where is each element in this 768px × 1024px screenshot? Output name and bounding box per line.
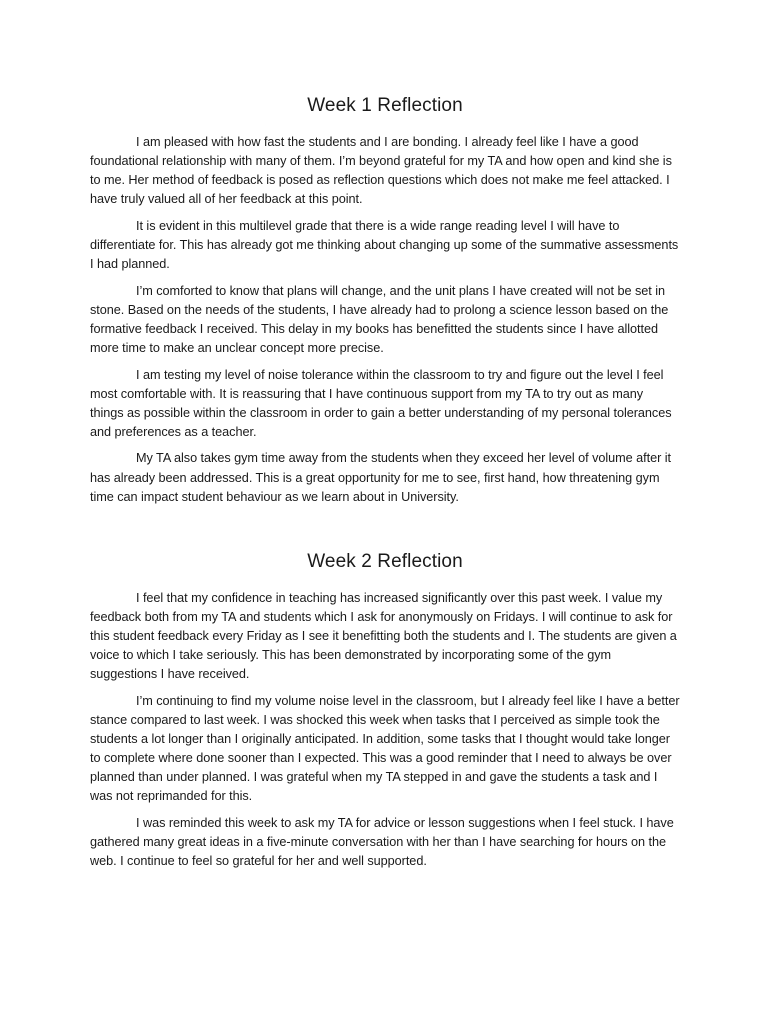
week-2-section: [90, 549, 680, 879]
week-1-paragraph-5: My TA also takes gym time away from the students when they exceed her level of volume after it has already been addressed. This is a great opportunity for me to see, first hand, how threatening gym time can impact student behaviour as we learn about in University.: [90, 451, 672, 504]
week-2-title: Week 2 Reflection: [307, 551, 463, 572]
week-1-paragraph-1: I am pleased with how fast the students and I are bonding. I already feel like I have a good foundational relationship with many of them. I’m beyond grateful for my TA and how open and kind she is to me. Her method of feedback is posed as reflection questions which does not make me feel attacked. I have truly valued all of her feedback at this point.: [90, 135, 672, 207]
week-1-section: [90, 93, 680, 514]
week-2-paragraph-2: I’m continuing to find my volume noise level in the classroom, but I already feel like I have a better stance compared to last week. I was shocked this week when tasks that I perceived as simple took the students a lot longer than I originally anticipated. In addition, some tasks that I thought would take longer to complete where done sooner than I expected. This was a good reminder that I need to always be over planned than under planned. I was grateful when my TA stepped in and gave the students a task and I was not reprimanded for this.: [90, 693, 680, 804]
week-2-paragraph-3: I was reminded this week to ask my TA for advice or lesson suggestions when I feel stuck. I have gathered many great ideas in a five-minute conversation with her than I have searching for hours on the web. I continue to feel so grateful for her and well supported.: [90, 816, 674, 869]
week-1-paragraph-4: I am testing my level of noise tolerance within the classroom to try and figure out the level I feel most comfortable with. It is reassuring that I have continuous support from my TA to try out as many things as possible within the classroom in order to gain a better understanding of my personal tolerances and preferences as a teacher.: [90, 367, 672, 439]
week-2-paragraph-1: I feel that my confidence in teaching has increased significantly over this past week. I value my feedback both from my TA and students which I ask for anonymously on Fridays. I will continue to ask for this student feedback every Friday as I see it benefitting both the students and I. The students are given a voice to which I take seriously. This has been demonstrated by incorporating some of the gym suggestions I have received.: [90, 591, 677, 682]
week-1-paragraph-2: It is evident in this multilevel grade that there is a wide range reading level I will have to differentiate for. This has already got me thinking about changing up some of the summative assessments I had planned.: [90, 218, 679, 272]
week-1-title: Week 1 Reflection: [307, 95, 463, 116]
week-1-paragraph-3: I’m comforted to know that plans will change, and the unit plans I have created will not be set in stone. Based on the needs of the students, I have already had to prolong a science lesson based on the formative feedback I received. This delay in my books has benefitted the students since I have allotted more time to make an unclear concept more precise.: [90, 283, 669, 355]
